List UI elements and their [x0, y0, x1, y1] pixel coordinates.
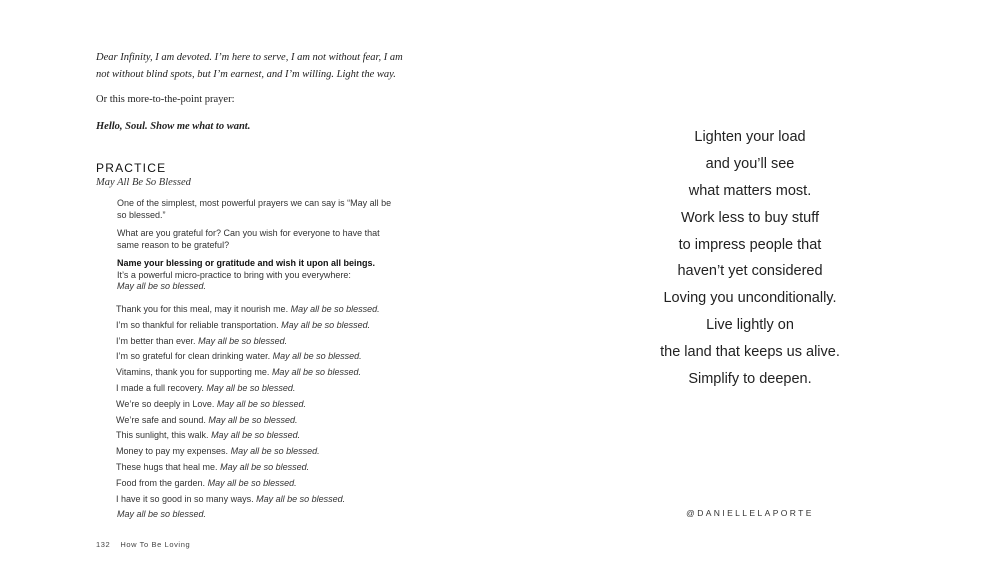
closing-line: May all be so blessed.: [117, 509, 207, 520]
blessing-text: I have it so good in so many ways.: [116, 493, 254, 504]
poem-line: haven’t yet considered: [677, 263, 823, 280]
running-title: How To Be Loving: [120, 540, 191, 549]
poem-line: Live lightly on: [706, 317, 794, 334]
poem-line: to impress people that: [678, 236, 822, 253]
poem-line: and you’ll see: [705, 155, 795, 172]
blessing-text: Thank you for this meal, may it nourish me.: [116, 304, 289, 314]
blessing-phrase: May all be so blessed.: [198, 335, 288, 346]
short-prayer: Hello, Soul. Show me what to want.: [96, 121, 251, 132]
blessing-phrase: May all be so blessed.: [208, 414, 298, 425]
blessing-text: I’m better than ever.: [116, 335, 196, 346]
blessing-item: [116, 397, 380, 413]
poem-line: what matters most.: [688, 182, 812, 199]
blessing-item: [116, 476, 380, 492]
opening-prayer: Dear Infinity, I am devoted. I’m here to serve, I am not without fear, I am not without blind spots, but I’m earnest, and I’m willing. Light the way.: [96, 52, 403, 80]
paragraph-3-italic: May all be so blessed.: [117, 281, 207, 291]
blessing-item: [116, 318, 380, 334]
poem-line: Loving you unconditionally.: [663, 290, 837, 307]
blessing-phrase: May all be so blessed.: [230, 446, 320, 457]
blessing-item: [116, 428, 380, 444]
blessings-list: [116, 302, 380, 523]
blessing-item: [116, 302, 380, 318]
blessing-phrase: May all be so blessed.: [216, 398, 306, 409]
blessing-phrase: May all be so blessed.: [256, 493, 346, 504]
blessing-item: [116, 444, 380, 460]
blessing-text: Money to pay my expenses.: [116, 446, 229, 457]
poem: [500, 124, 1000, 393]
blessing-text: We’re safe and sound.: [116, 414, 206, 425]
blessing-text: We’re so deeply in Love.: [116, 398, 215, 409]
paragraph-2: What are you grateful for? Can you wish for everyone to have that same reason to be grateful?: [117, 228, 380, 250]
paragraph-3-bold: Name your blessing or gratitude and wish it upon all beings.: [117, 258, 376, 268]
blessing-item: [116, 349, 380, 365]
blessing-phrase: May all be so blessed.: [272, 351, 362, 362]
practice-heading: PRACTICE: [96, 161, 167, 175]
blessing-text: This sunlight, this walk.: [116, 430, 209, 441]
blessing-item: [116, 365, 380, 381]
paragraph-3: [117, 258, 397, 293]
blessing-phrase: May all be so blessed.: [271, 367, 361, 378]
blessing-phrase: May all be so blessed.: [207, 477, 297, 488]
blessing-phrase: May all be so blessed.: [220, 461, 310, 472]
blessing-item: [116, 460, 380, 476]
blessing-text: These hugs that heal me.: [116, 461, 218, 472]
author-handle: @DANIELLELAPORTE: [686, 508, 814, 518]
blessing-item: [116, 492, 380, 508]
right-page: [500, 0, 1000, 571]
intro-line: Or this more-to-the-point prayer:: [96, 94, 235, 105]
blessing-item: [116, 381, 380, 397]
blessing-item: [116, 334, 380, 350]
blessing-phrase: May all be so blessed.: [281, 319, 371, 330]
poem-line: Lighten your load: [694, 129, 806, 145]
poem-line: the land that keeps us alive.: [660, 344, 840, 361]
blessing-item: [116, 413, 380, 429]
blessing-text: I made a full recovery.: [116, 382, 204, 393]
blessing-phrase: May all be so blessed.: [206, 382, 296, 393]
blessing-text: Food from the garden.: [116, 477, 206, 488]
page-footer: [96, 540, 190, 549]
practice-title: May All Be So Blessed: [96, 177, 191, 188]
blessing-text: Vitamins, thank you for supporting me.: [116, 367, 270, 378]
paragraph-1: One of the simplest, most powerful prayers we can say is “May all be so blessed.”: [117, 198, 392, 220]
paragraph-3-text: It’s a powerful micro-practice to bring with you everywhere:: [117, 269, 351, 280]
poem-line: Work less to buy stuff: [680, 209, 820, 226]
blessing-text: I’m so thankful for reliable transportation.: [116, 319, 279, 330]
page-number: 132: [96, 540, 111, 549]
blessing-text: I’m so grateful for clean drinking water.: [116, 351, 271, 362]
blessing-phrase: May all be so blessed.: [290, 304, 380, 314]
blessing-phrase: May all be so blessed.: [211, 430, 301, 441]
poem-line: Simplify to deepen.: [688, 371, 812, 388]
